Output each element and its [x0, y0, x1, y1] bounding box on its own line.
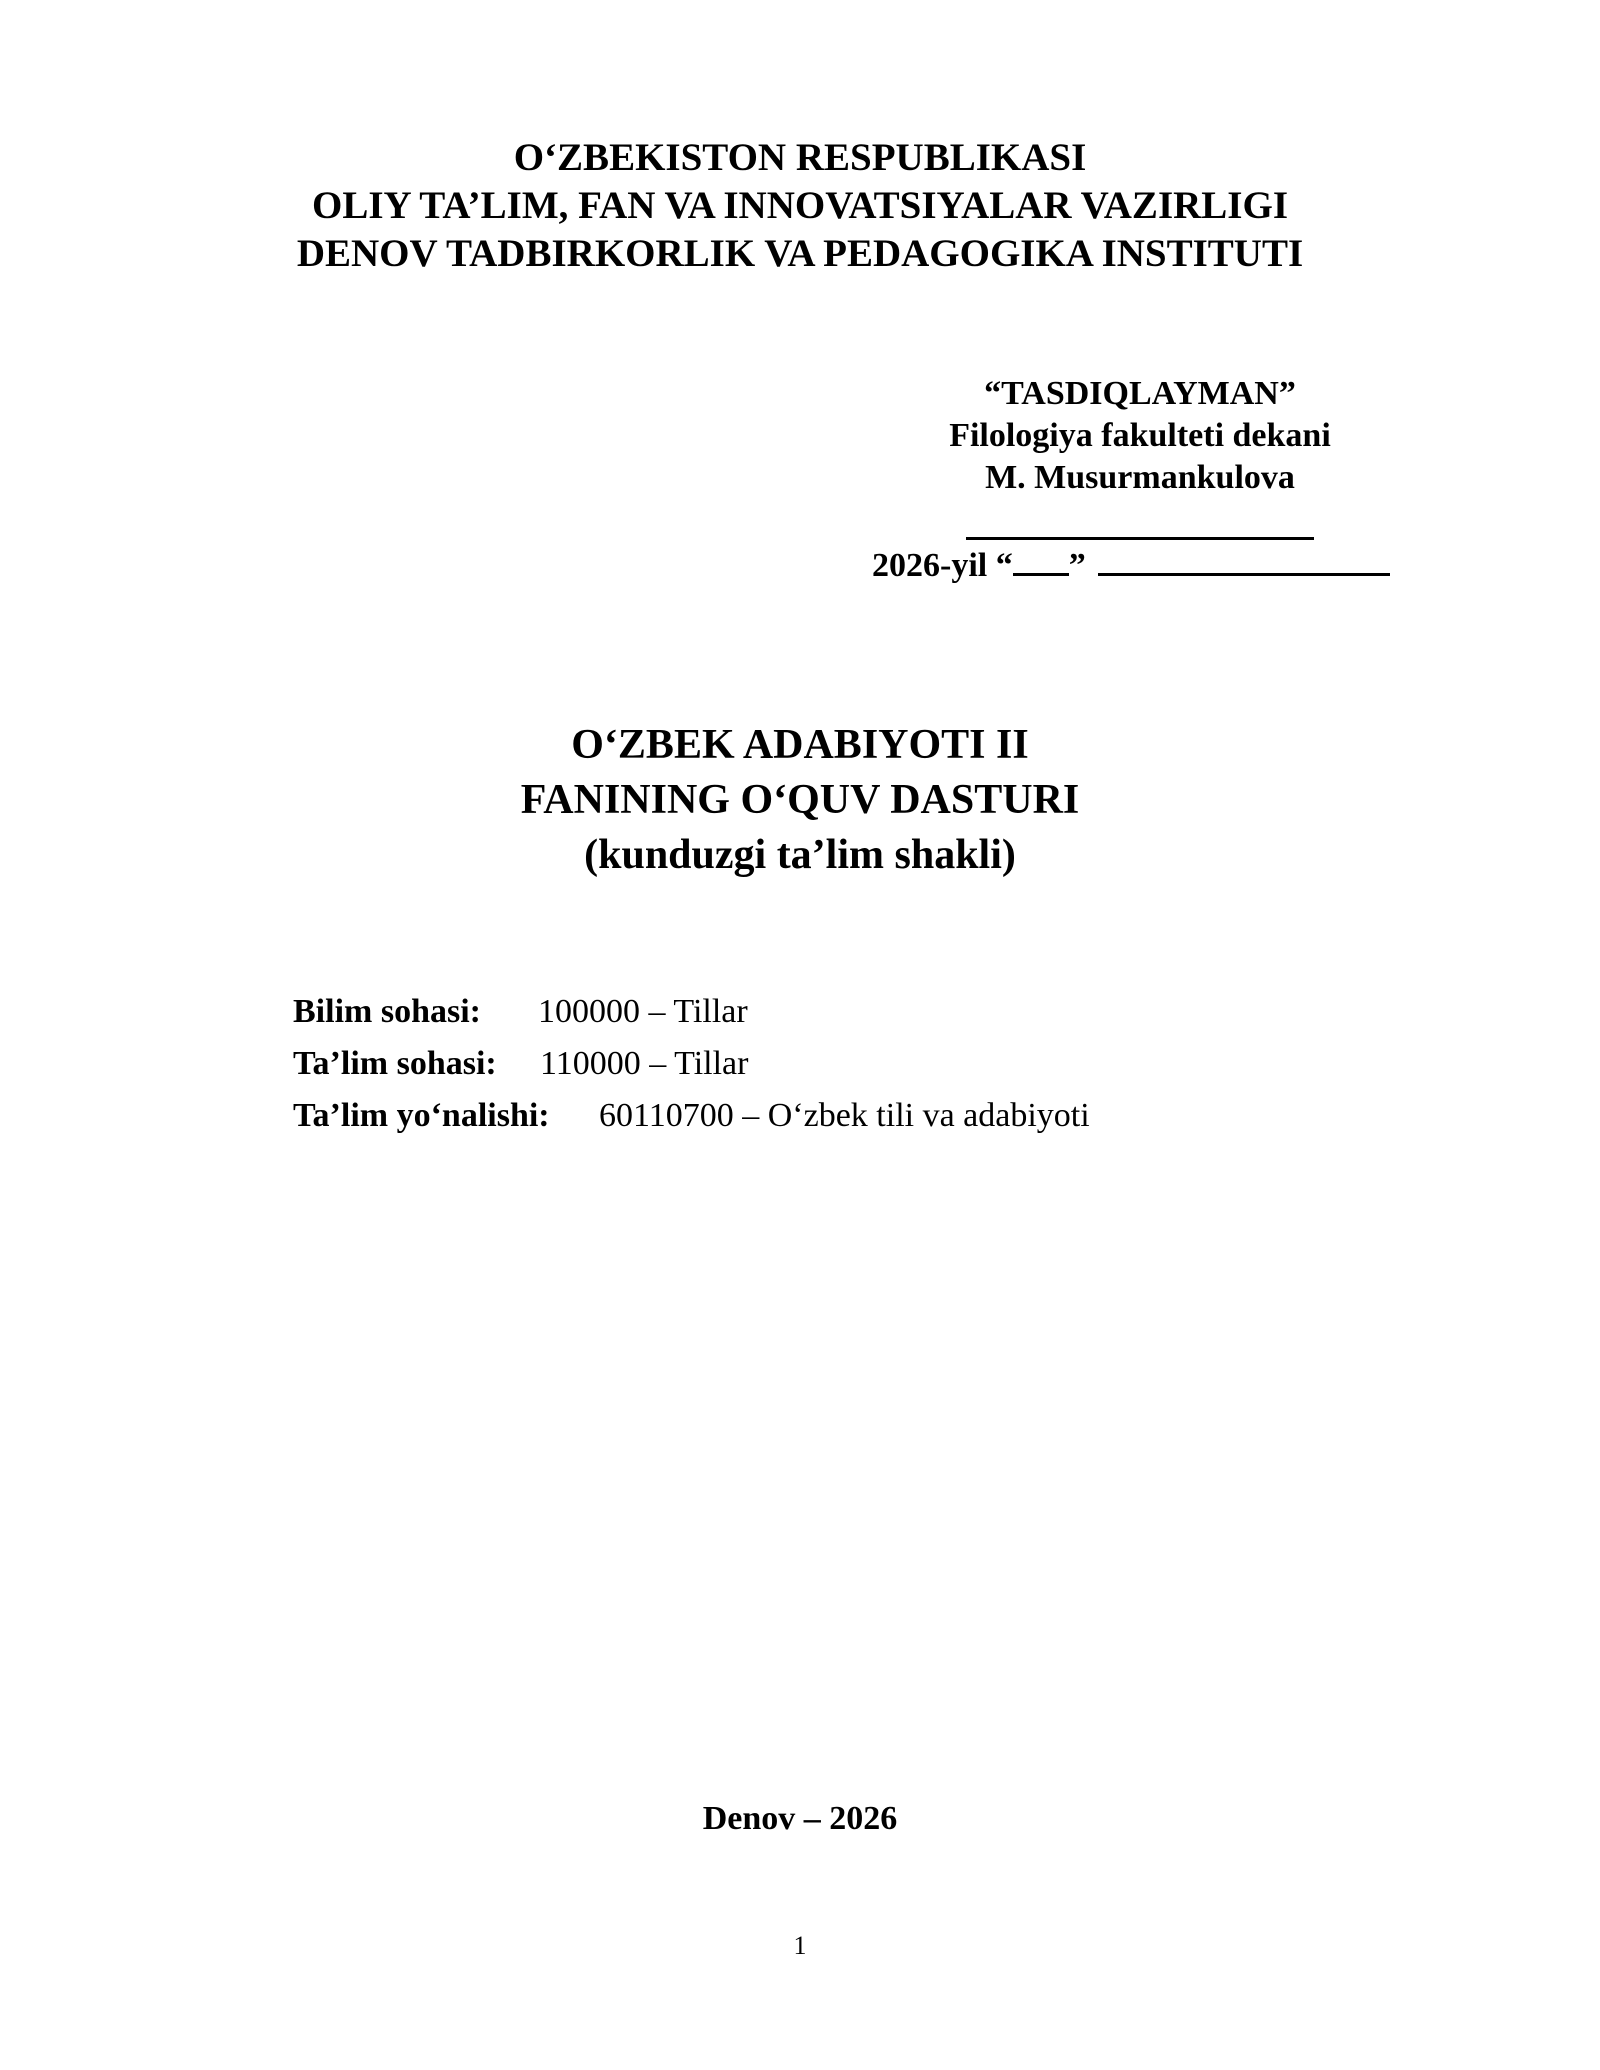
document-title [0, 718, 1600, 883]
info-row-education-direction [293, 1090, 1090, 1142]
info-row-education-area [293, 1038, 1090, 1090]
approver-name: M. Musurmankulova [985, 459, 1295, 496]
info-value: 110000 – Tillar [540, 1045, 749, 1082]
approval-date [872, 545, 1390, 587]
title-program: FANINING O‘QUV DASTURI [520, 777, 1080, 823]
title-subject: O‘ZBEK ADABIYOTI II [571, 722, 1029, 768]
title-study-form: (kunduzgi ta’lim shakli) [584, 832, 1016, 878]
info-row-knowledge-area [293, 986, 1090, 1038]
date-prefix: 2026-yil “ [872, 547, 1013, 584]
approval-block [870, 373, 1410, 540]
info-value: 60110700 – O‘zbek tili va adabiyoti [599, 1097, 1090, 1134]
header-ministry: OLIY TA’LIM, FAN VA INNOVATSIYALAR VAZIRLIGI [312, 184, 1288, 227]
info-value: 100000 – Tillar [538, 993, 748, 1030]
month-blank [1098, 545, 1390, 576]
info-label: Ta’lim sohasi: [293, 1045, 497, 1082]
header-institute: DENOV TADBIRKORLIK VA PEDAGOGIKA INSTITUTI [296, 232, 1304, 275]
institution-header [0, 134, 1600, 278]
info-label: Bilim sohasi: [293, 993, 481, 1030]
date-quote-close: ” [1068, 547, 1086, 584]
city-year: Denov – 2026 [702, 1800, 898, 1837]
page-number: 1 [793, 1931, 807, 1960]
info-label: Ta’lim yo‘nalishi: [293, 1097, 550, 1134]
header-country: O‘ZBEKISTON RESPUBLIKASI [513, 136, 1087, 179]
signature-line [966, 503, 1314, 540]
approver-position: Filologiya fakulteti dekani [949, 417, 1331, 454]
info-list [293, 986, 1090, 1142]
day-blank [1013, 545, 1069, 576]
approval-heading: “TASDIQLAYMAN” [984, 375, 1296, 412]
